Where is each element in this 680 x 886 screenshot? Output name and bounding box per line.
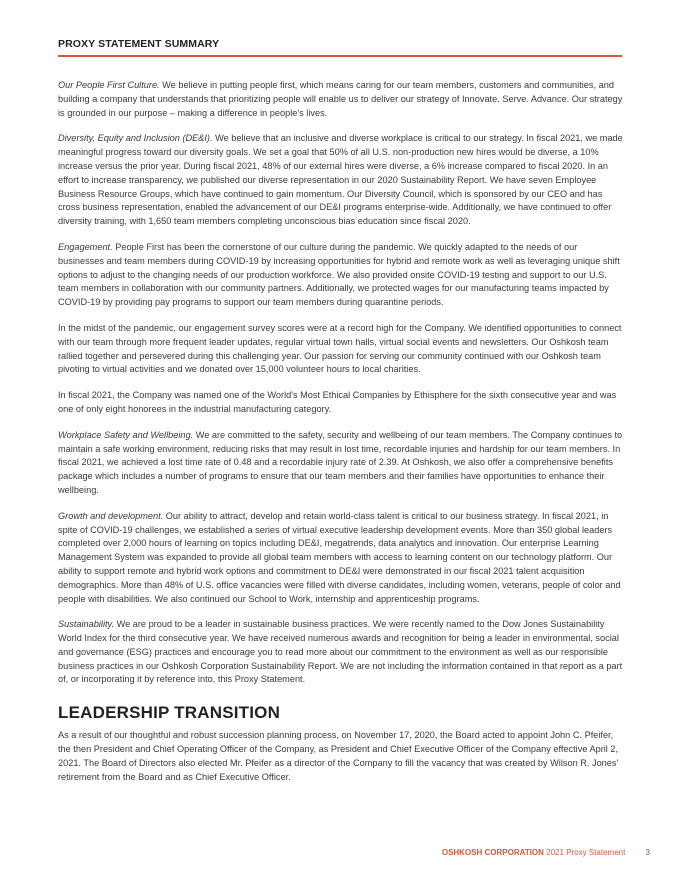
paragraph-engagement-survey (58, 322, 624, 377)
page-footer (442, 848, 650, 857)
footer-brand: OSHKOSH CORPORATION (441, 848, 544, 857)
paragraph-body: We believe in putting people first, which means caring for our team members, customers and communities, and building a company that understands that prioritizing people will enable us to deliver our strategy of Innovate. Serve. Advance. Our strategy is grounded in our purpose – making a difference in people's lives. (58, 80, 623, 118)
paragraph-body: People First has been the cornerstone of our culture during the pandemic. We quickly adapted to the needs of our businesses and team members during COVID-19 by increasing opportunities for hybrid and remote work as well as leveraging unique shift options to adjust to the changing needs of our production workforce. We also provided onsite COVID-19 testing and support to our U.S. team members in collaboration with our community partners. Additionally, we protected wages for our manufacturing teams impacted by COVID-19 by providing pay programs to support our team members during quarantine periods. (58, 241, 620, 308)
paragraph-growth (58, 510, 624, 607)
paragraph-dei (58, 132, 624, 229)
paragraph-ethisphere (58, 389, 624, 417)
paragraph-lead: Our People First Culture. (58, 80, 160, 90)
page-content (58, 79, 624, 796)
header-divider (58, 55, 622, 57)
paragraph-leadership-transition: As a result of our thoughtful and robust succession planning process, on November 17, 2020, the Board acted to appoint John C. Pfeifer, the then President and Chief Operating Officer of the Company, as President and Chief Executive Officer of the Company effective April 2, 2021. The Board of Directors also elected Mr. Pfeifer as a director of the Company to fill the vacancy that was created by Wilson R. Jones' retirement from the Board and as Chief Executive Officer. (58, 730, 619, 782)
paragraph-body: In the midst of the pandemic, our engagement survey scores were at a record high for the Company. We identified opportunities to connect with our team through more frequent leader updates, regular virtual town halls, virtual social events and newsletters. Our Oshkosh team rallied together and persevered during this challenging year. Our passion for serving our community continued with our Oshkosh team pivoting to virtual activities and we donated over 15,000 volunteer hours to local charities. (58, 322, 622, 375)
paragraph-body: We are proud to be a leader in sustainable business practices. We were recently named to the Dow Jones Sustainability World Index for the third consecutive year. We have received numerous awards and recognition for being a leader in environmental, social and governance (ESG) practices and encourage you to read more about our commitment to the environment as well as our responsible business practices in our Oshkosh Corporation Sustainability Report. We are not including the information contained in that report as a part of, or incorporating it by reference into, this Proxy Statement. (58, 619, 623, 685)
paragraph-lead: Sustainability. (58, 619, 115, 630)
paragraph-lead: Diversity, Equity and Inclusion (DE&I). (58, 133, 213, 144)
page-number: 3 (645, 848, 650, 857)
paragraph-body: We believe that an inclusive and diverse workplace is critical to our strategy. In fiscal 2021, we made meaningful progress toward our diversity goals. We set a goal that 50% of all U.S. non-production new hires would be diverse, a 10% increase versus the prior year. During fiscal 2021, 48% of our external hires were diverse, a 6% increase compared to fiscal 2020. In an effort to increase transparency, we published our diverse representation in our 2020 Sustainability Report. We have seven Employee Business Resource Groups, which have continued to gain momentum. Our Diversity Council, which is sponsored by our CEO and has cross business representation, enabled the advancement of our DE&I programs enterprise-wide. Additionally, we have continued to offer diversity training, with 1,650 team members completing unconscious bias education since fiscal 2020. (58, 133, 623, 227)
paragraph-engagement (58, 241, 624, 310)
paragraph-body: Our ability to attract, develop and retain world-class talent is critical to our business strategy. In fiscal 2021, in spite of COVID-19 challenges, we established a series of virtual executive leadership development events. More than 350 global leaders completed over 2,000 hours of learning on topics including DE&I, megatrends, data analytics and innovation. Our enterprise Learning Management System was expanded to provide all global team members with access to learning content on our technology platform. Our ability to support remote and hybrid work options and commitment to DE&I were demonstrated in our fiscal 2021 talent acquisition demographics. More than 48% of U.S. office vacancies were filled with diverse candidates, including women, veterans, people of color and people with disabilities. We also continued our School to Work, internship and apprenticeship programs. (58, 510, 621, 604)
footer-document-title: 2021 Proxy Statement (546, 848, 626, 857)
paragraph-sustainability (58, 618, 624, 687)
paragraph-safety (58, 429, 624, 498)
paragraph-lead: Growth and development. (58, 510, 164, 521)
paragraph-lead: Engagement. (58, 241, 113, 252)
paragraph-body: In fiscal 2021, the Company was named one of the World's Most Ethical Companies by Ethisphere for the sixth consecutive year and was one of only eight honorees in the industrial manufacturing category. (58, 390, 617, 414)
section-heading-leadership-transition: LEADERSHIP TRANSITION (58, 703, 281, 723)
page-header (58, 38, 622, 57)
paragraph-lead: Workplace Safety and Wellbeing. (58, 429, 194, 440)
paragraph-body: We are committed to the safety, security and wellbeing of our team members. The Company continues to maintain a safe working environment, reducing risks that may result in lost time, recordable injuries and hardship for our team members. In fiscal 2021, we achieved a lost time rate of 0.48 and a recordable injury rate of 2.39. At Oshkosh, we also offer a comprehensive benefits package which includes a number of programs to ensure that our team members and their families have opportunities to enhance their wellbeing. (58, 429, 623, 495)
header-title: PROXY STATEMENT SUMMARY (58, 38, 220, 50)
paragraph-people-first (58, 79, 624, 120)
